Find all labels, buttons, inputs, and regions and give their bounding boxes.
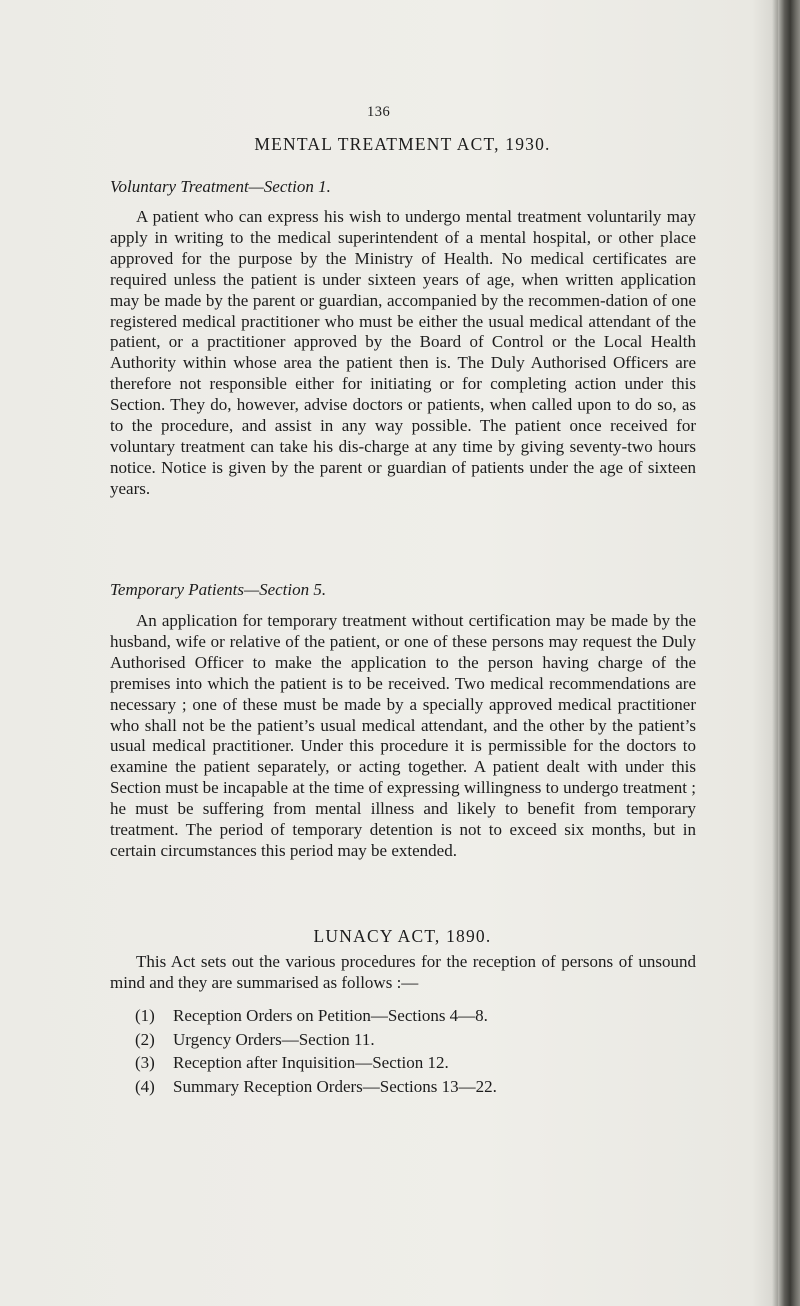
page-number: 136 — [367, 104, 391, 120]
lunacy-act-title: LUNACY ACT, 1890. — [313, 926, 492, 946]
list-item — [135, 1004, 497, 1028]
list-item — [135, 1051, 497, 1075]
section-text-temporary: An application for temporary treatment without certification may be made by the husband, wife or relative of the patient, or one of these persons may request the Duly Authorised Officer to make the application to the person having charge of the premises into which the patient is to be received. Two medical recommendations are necessary ; one of these must be made by a specially approved medical practitioner who shall not be the patient’s usual medical attendant, and the other by the patient’s usual medical practitioner. Under this procedure it is permissible for the doctors to examine the patient separately, or acting together. A patient dealt with under this Section must be incapable at the time of expressing willingness to undergo treatment ; he must be suffering from mental illness and likely to benefit from temporary treatment. The period of temporary detention is not to exceed six months, but in certain circumstances this period may be extended. — [110, 611, 696, 860]
procedure-list — [135, 1004, 497, 1098]
section-heading-voluntary: Voluntary Treatment—Section 1. — [110, 177, 331, 196]
section-heading-temporary: Temporary Patients—Section 5. — [110, 580, 327, 599]
lunacy-intro: This Act sets out the various procedures for the reception of persons of unsound mind and they are summarised as follows :— — [110, 952, 696, 992]
list-item-text: Summary Reception Orders—Sections 13—22. — [173, 1076, 497, 1096]
list-item-number: (1) — [135, 1006, 155, 1025]
list-item-text: Urgency Orders—Section 11. — [173, 1029, 375, 1049]
list-item-number: (2) — [135, 1029, 155, 1049]
list-item-number: (3) — [135, 1053, 155, 1072]
list-item — [135, 1028, 497, 1052]
list-item-text: Reception after Inquisition—Section 12. — [173, 1053, 449, 1072]
list-item-text: Reception Orders on Petition—Sections 4—8. — [173, 1006, 488, 1025]
list-item — [135, 1075, 497, 1099]
binding-edge — [778, 0, 800, 1306]
section-text-voluntary: A patient who can express his wish to undergo mental treatment voluntarily may apply in writing to the medical superintendent of a mental hospital, or other place approved for the purpose by the Ministry of Health. No medical certificates are required unless the patient is under sixteen years of age, when written application may be made by the parent or guardian, accompanied by the recommen-dation of one registered medical practitioner who must be either the usual medical attendant of the patient, or a practitioner approved by the Board of Control or the Local Health Authority within whose area the patient then is. The Duly Authorised Officers are therefore not responsible either for initiating or for completing action under this Section. They do, however, advise doctors or patients, when called upon to do so, as to the procedure, and assist in any way possible. The patient once received for voluntary treatment can take his dis-charge at any time by giving seventy-two hours notice. Notice is given by the parent or guardian of patients under the age of sixteen years. — [110, 207, 696, 498]
list-item-number: (4) — [135, 1076, 155, 1096]
page-title: MENTAL TREATMENT ACT, 1930. — [254, 134, 551, 154]
